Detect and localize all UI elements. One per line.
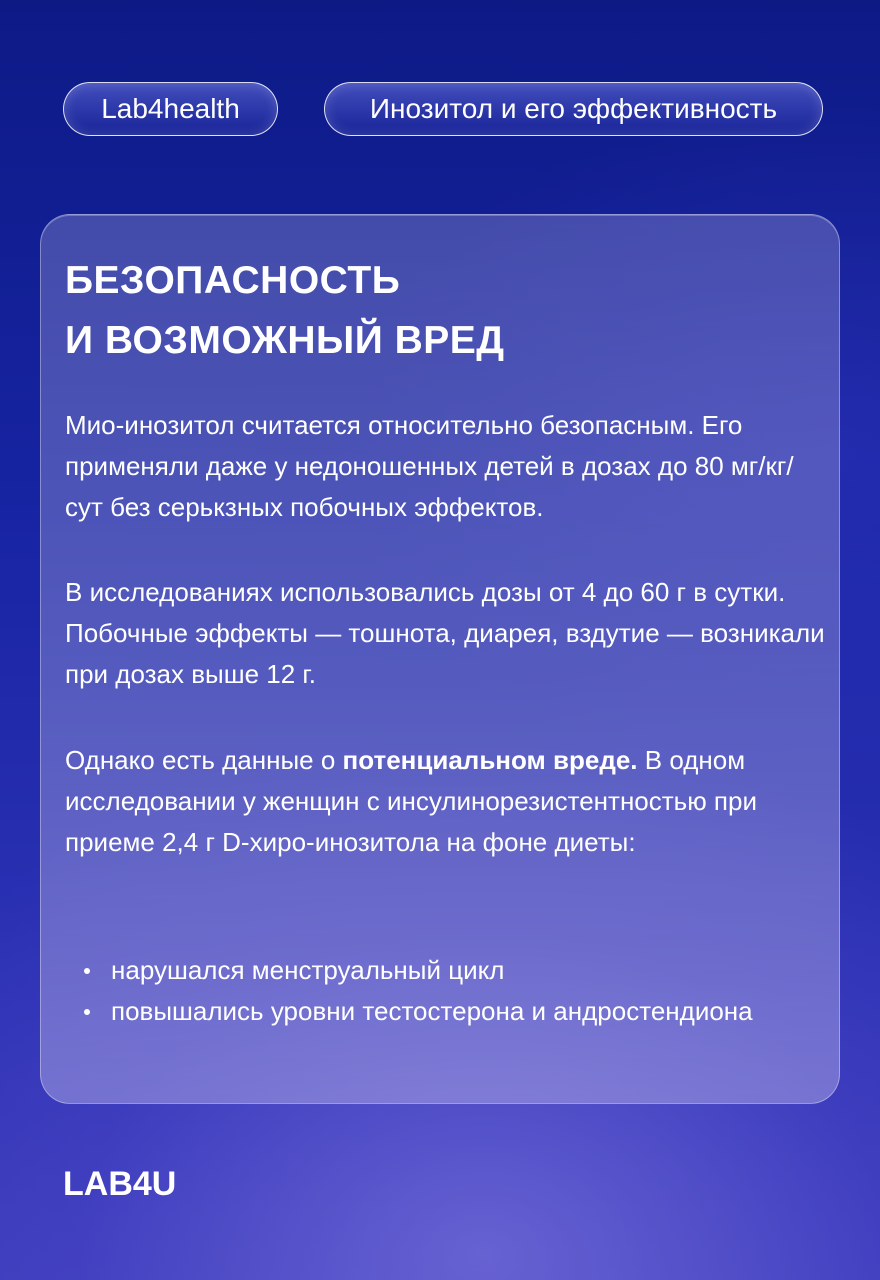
brand-logo: LAB4U — [63, 1165, 177, 1203]
list-item — [65, 950, 805, 991]
paragraph-doses: В исследованиях использовались дозы от 4 до 60 г в сутки. Побочные эффекты — тошнота, диарея, вздутие — возникали при дозах выше 12 г. — [65, 577, 825, 689]
tag-topic: Инозитол и его эффективность — [324, 82, 823, 136]
paragraph-harm — [65, 740, 825, 863]
card-title-line-1: БЕЗОПАСНОСТЬ — [65, 259, 401, 302]
card-title — [65, 251, 805, 371]
paragraph-harm-emphasis: потенциальном вреде. — [342, 745, 638, 775]
harm-list — [65, 950, 805, 1032]
list-item-text: нарушался менструальный цикл — [111, 955, 505, 985]
bullet-dot-icon — [84, 1009, 90, 1015]
card-title-line-2: И ВОЗМОЖНЫЙ ВРЕД — [65, 319, 505, 362]
paragraph-harm-rest: В одном исследовании у женщин с инсулинорезистентностью при приеме 2,4 г D-хиро-инозитола на фоне диеты: — [65, 745, 757, 857]
bullet-dot-icon — [84, 968, 90, 974]
paragraph-safety: Мио-инозитол считается относительно безопасным. Его применяли даже у недоношенных детей в дозах до 80 мг/кг/сут без серькзных побочных эффектов. — [65, 410, 794, 522]
list-item-text: повышались уровни тестостерона и андростендиона — [111, 996, 753, 1026]
paragraph-harm-intro: Однако есть данные о — [65, 745, 343, 775]
content-card — [40, 214, 840, 1104]
tag-lab4health: Lab4health — [63, 82, 278, 136]
list-item — [65, 991, 805, 1032]
